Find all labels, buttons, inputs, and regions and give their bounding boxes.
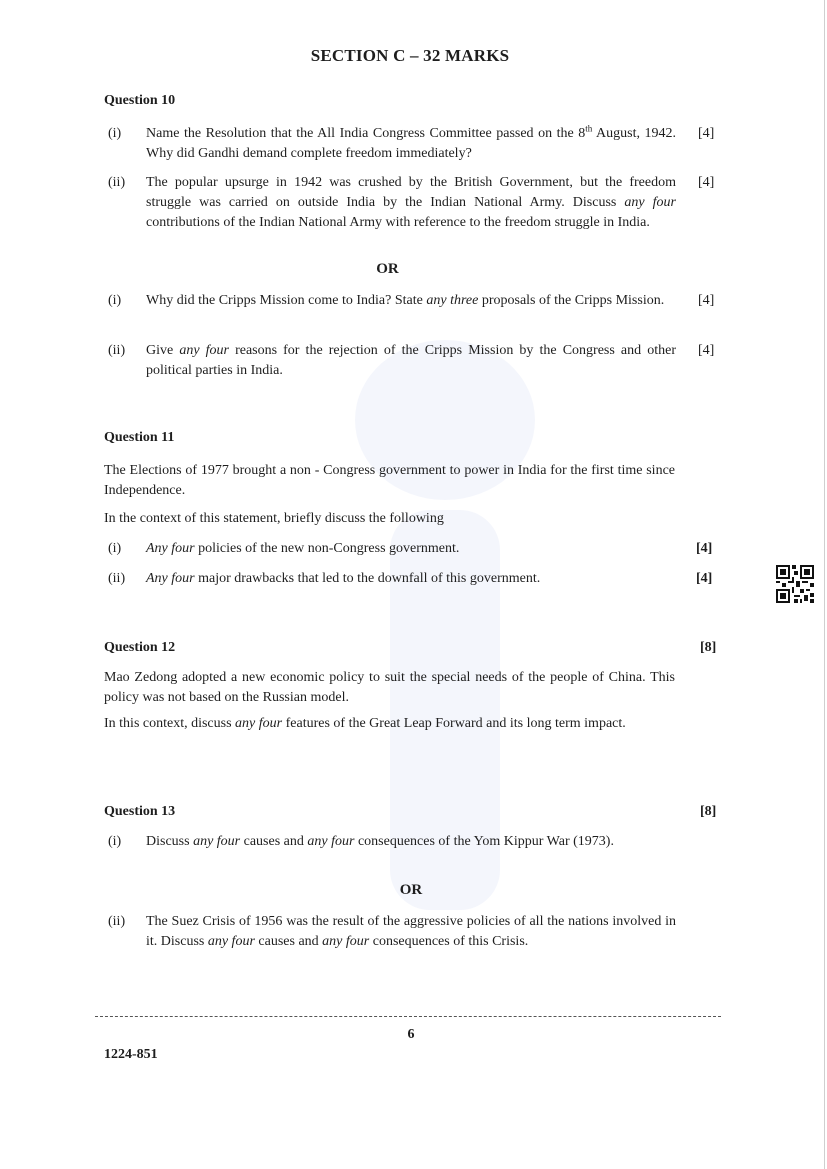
marks: [4] (698, 175, 715, 190)
question-10-heading: Question 10 (104, 93, 176, 108)
q11-statement: The Elections of 1977 brought a non - Congress government to power in India for the first time since Independence. (104, 463, 675, 498)
q13-part-i (104, 832, 724, 872)
part-number: (ii) (108, 914, 126, 929)
or-divider: OR (399, 882, 423, 898)
question-13-marks: [8] (700, 804, 717, 819)
q10-part-ii (104, 173, 724, 253)
q10-part-i (104, 124, 724, 164)
q10-alt-part-ii (104, 341, 724, 381)
question-text: Why did the Cripps Mission come to India? State any three proposals of the Cripps Mission. (146, 293, 665, 308)
qr-code-icon (776, 565, 814, 603)
q13-part-ii (104, 912, 724, 972)
marks: [4] (696, 571, 713, 586)
page-number: 6 (407, 1027, 415, 1042)
part-number: (i) (108, 834, 122, 849)
question-12-heading: Question 12 (104, 640, 176, 655)
page-edge-line (824, 0, 825, 1169)
marks: [4] (698, 126, 715, 141)
section-title: SECTION C – 32 MARKS (310, 46, 510, 65)
or-divider: OR (376, 261, 399, 277)
question-text: The popular upsurge in 1942 was crushed by the British Government, but the freedom struggle was carried on outside India by the Indian National Army. Discuss any four contributions of the Indian National Army with reference to the freedom struggle in India. (146, 175, 676, 230)
q12-statement: Mao Zedong adopted a new economic policy to suit the special needs of the people of China. This policy was not based on the Russian model. (104, 670, 675, 705)
question-text: Any four policies of the new non-Congress government. (146, 541, 460, 556)
q11-instruction: In the context of this statement, briefly discuss the following (104, 511, 444, 526)
question-text: Name the Resolution that the All India Congress Committee passed on the 8th August, 1942. Why did Gandhi demand complete freedom immediately? (146, 123, 676, 161)
part-number: (ii) (108, 571, 126, 586)
question-text: Give any four reasons for the rejection of the Cripps Mission by the Congress and other political parties in India. (146, 343, 676, 378)
part-number: (i) (108, 293, 122, 308)
part-number: (i) (108, 126, 122, 141)
marks: [4] (698, 293, 715, 308)
q11-part-ii (104, 569, 724, 589)
part-number: (ii) (108, 175, 126, 190)
question-11-heading: Question 11 (104, 430, 175, 445)
question-13-heading: Question 13 (104, 804, 176, 819)
paper-code: 1224-851 (104, 1047, 158, 1062)
question-text: Discuss any four causes and any four consequences of the Yom Kippur War (1973). (146, 834, 614, 849)
q12-instruction: In this context, discuss any four features of the Great Leap Forward and its long term impact. (104, 716, 626, 731)
q10-alt-part-i (104, 291, 724, 331)
marks: [4] (696, 541, 713, 556)
part-number: (ii) (108, 343, 126, 358)
question-12-marks: [8] (700, 640, 717, 655)
q11-part-i (104, 539, 724, 559)
question-text: Any four major drawbacks that led to the downfall of this government. (146, 571, 541, 586)
part-number: (i) (108, 541, 122, 556)
footer-divider (95, 1016, 721, 1017)
marks: [4] (698, 343, 715, 358)
question-text: The Suez Crisis of 1956 was the result of the aggressive policies of all the nations involved in it. Discuss any four causes and any four consequences of this Crisis. (146, 914, 676, 949)
